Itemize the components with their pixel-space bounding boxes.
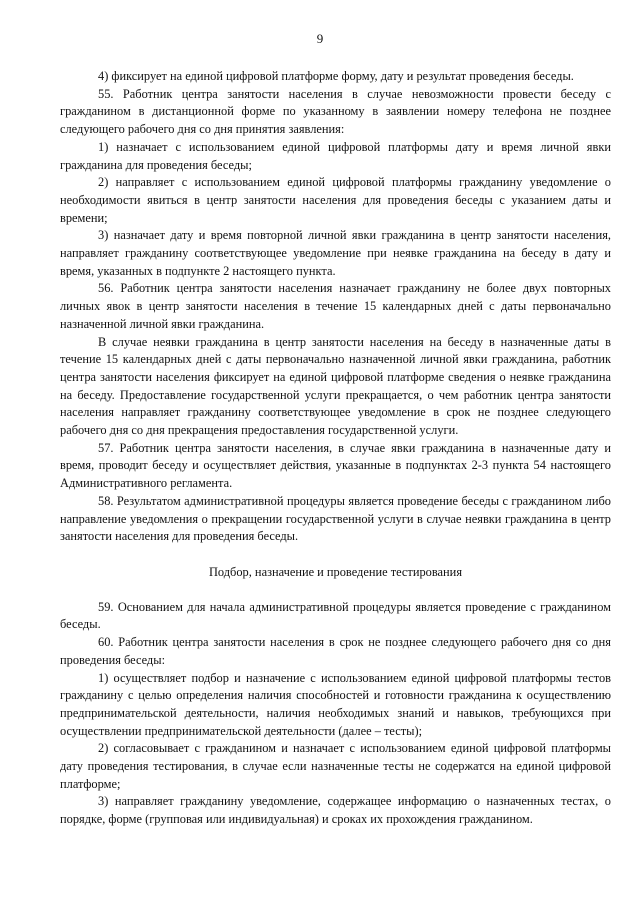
paragraph-60-item-2: 2) согласовывает с гражданином и назначает с использованием единой цифровой платформы дату проведения тестирования, в случае если назначенные тесты не содержатся на единой цифровой платформе; (60, 741, 611, 791)
paragraph-60: 60. Работник центра занятости населения в срок не позднее следующего рабочего дня со дня проведения беседы: (60, 635, 611, 667)
paragraph-55-item-1: 1) назначает с использованием единой цифровой платформы дату и время личной явки гражданина для проведения беседы; (60, 139, 611, 172)
paragraph-55: 55. Работник центра занятости населения в случае невозможности провести беседу с гражданином в дистанционной форме по указанному в заявлении номеру телефона не позднее следующего рабочего дня со дня принятия заявления: (60, 86, 611, 137)
page-number: 9 (316, 31, 324, 46)
section-heading: Подбор, назначение и проведение тестирования (208, 564, 463, 579)
paragraph-60-item-3: 3) направляет гражданину уведомление, содержащее информацию о назначенных тестах, о порядке, форме (групповая или индивидуальная) и сроках их прохождения гражданином. (60, 794, 611, 827)
paragraph-57: 57. Работник центра занятости населения, в случае явки гражданина в назначенные дату и время, проводит беседу и осуществляет действия, указанные в подпунктах 2-3 пункта 54 настоящего Административного регламента. (60, 440, 611, 491)
paragraph-59: 59. Основанием для начала административной процедуры является проведение с гражданином беседы. (60, 599, 611, 632)
paragraph-56: 56. Работник центра занятости населения назначает гражданину не более двух повторных личных явок в центр занятости населения в течение 15 календарных дней с даты первоначально назначенной личной явки гражданина. (60, 281, 611, 331)
document-body (60, 68, 611, 829)
paragraph-item-4: 4) фиксирует на единой цифровой платформе форму, дату и результат проведения беседы. (98, 69, 574, 83)
paragraph-60-item-1: 1) осуществляет подбор и назначение с использованием единой цифровой платформы тестов гражданину с целью определения наличия способностей и готовности гражданина к осуществлению предпринимательской деятельности, наличия необходимых знаний и навыков, требующихся при осуществлении предпринимательской деятельности (далее – тесты); (60, 670, 611, 738)
paragraph-58: 58. Результатом административной процедуры является проведение беседы с гражданином либо направление уведомления о прекращении государственной услуги в случае неявки гражданина в центр занятости населения для проведения беседы. (60, 493, 611, 544)
paragraph-56-continuation: В случае неявки гражданина в центр занятости населения на беседу в назначенные даты в течение 15 календарных дней с даты первоначально назначенной личной явки гражданина, работник центра занятости населения фиксирует на единой цифровой платформе сведения о неявке гражданина на беседу. Предоставление государственной услуги прекращается, о чем работник центра занятости населения направляет гражданину соответствующее уведомление в срок не позднее следующего рабочего дня со дня прекращения предоставления государственной услуги. (60, 334, 611, 438)
paragraph-55-item-2: 2) направляет с использованием единой цифровой платформы гражданину уведомление о необходимости явиться в центр занятости населения для проведения беседы с указанием даты и времени; (60, 175, 611, 225)
paragraph-55-item-3: 3) назначает дату и время повторной личной явки гражданина в центр занятости населения, направляет гражданину соответствующее уведомление при неявке гражданина на беседу в дату и время, указанных в подпункте 2 настоящего пункта. (60, 228, 611, 278)
